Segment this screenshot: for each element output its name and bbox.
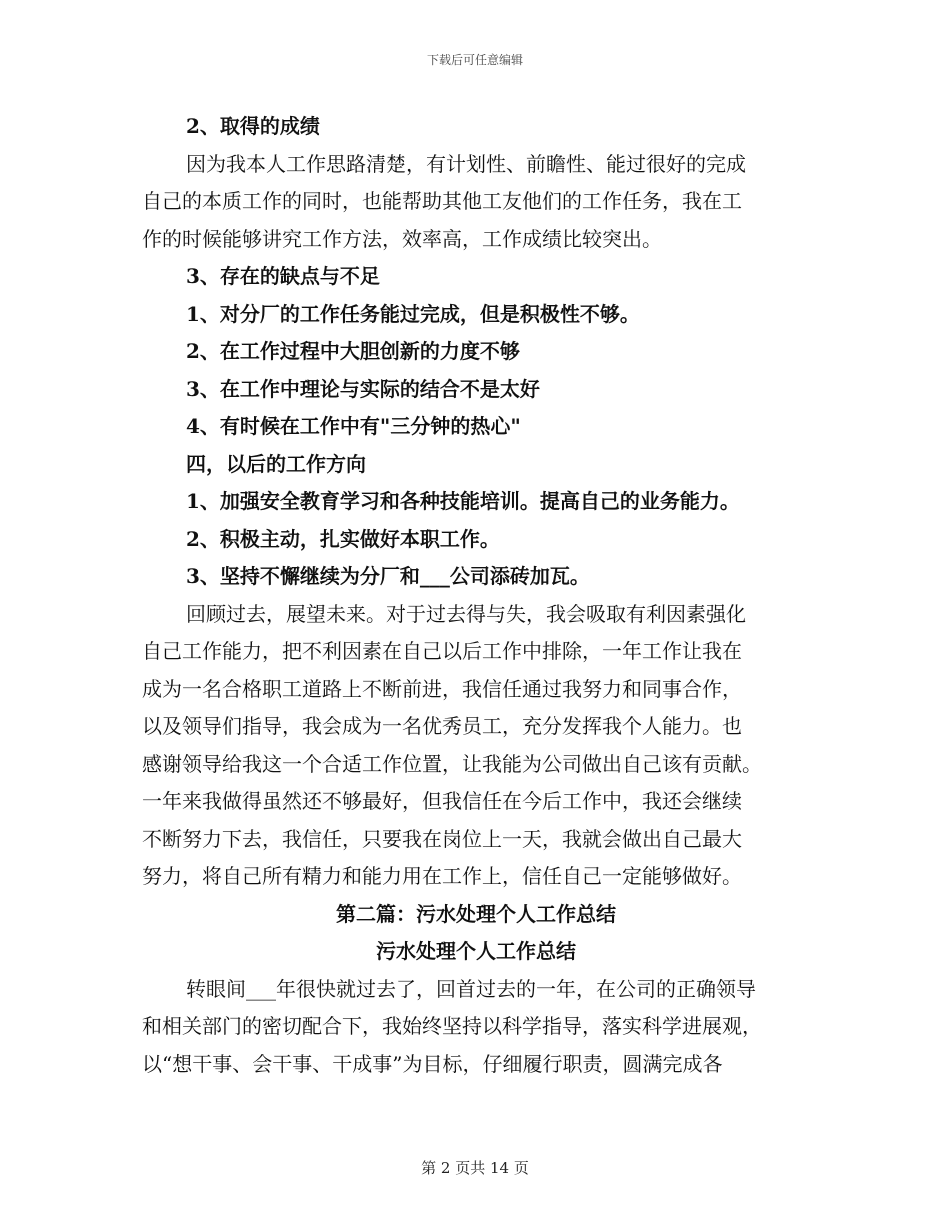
document-body xyxy=(142,108,810,1083)
chapter-title: 第二篇：污水处理个人工作总结 xyxy=(336,901,616,926)
list-item: 2、积极主动，扎实做好本职工作。 xyxy=(186,526,500,551)
page-header: 下载后可任意编辑 xyxy=(426,53,523,67)
document-title: 污水处理个人工作总结 xyxy=(376,939,576,963)
paragraph-line: 转眼间___年很快就过去了，回首过去的一年，在公司的正确领导 xyxy=(186,976,756,1001)
paragraph-line: 以“想干事、会干事、干成事”为目标，仔细履行职责，圆满完成各 xyxy=(142,1051,723,1076)
paragraph-line: 回顾过去，展望未来。对于过去得与失，我会吸取有利因素强化 xyxy=(186,601,746,626)
section-heading-achievements: 2、取得的成绩 xyxy=(186,114,320,138)
list-item: 2、在工作过程中大胆创新的力度不够 xyxy=(186,339,520,363)
list-item: 1、对分厂的工作任务能过完成，但是积极性不够。 xyxy=(186,301,640,326)
paragraph-line: 作的时候能够讲究工作方法，效率高，工作成绩比较突出。 xyxy=(142,226,662,251)
paragraph-line: 自己工作能力，把不利因素在自己以后工作中排除，一年工作让我在 xyxy=(142,639,742,663)
paragraph-line: 自己的本质工作的同时，也能帮助其他工友他们的工作任务，我在工 xyxy=(142,189,742,213)
section-heading-future-direction: 四，以后的工作方向 xyxy=(186,451,366,476)
list-item: 4、有时候在工作中有"三分钟的热心" xyxy=(186,414,521,438)
list-item: 1、加强安全教育学习和各种技能培训。提高自己的业务能力。 xyxy=(186,489,740,513)
list-item: 3、在工作中理论与实际的结合不是太好 xyxy=(186,376,540,401)
paragraph-line: 一年来我做得虽然还不够最好，但我信任在今后工作中，我还会继续 xyxy=(142,789,742,813)
list-item: 3、坚持不懈继续为分厂和___公司添砖加瓦。 xyxy=(186,564,590,588)
paragraph-line: 努力，将自己所有精力和能力用在工作上，信任自己一定能够做好。 xyxy=(142,864,742,888)
paragraph-line: 不断努力下去，我信任，只要我在岗位上一天，我就会做出自己最大 xyxy=(142,826,742,851)
paragraph-line: 因为我本人工作思路清楚，有计划性、前瞻性、能过很好的完成 xyxy=(186,151,746,176)
paragraph-line: 感谢领导给我这一个合适工作位置，让我能为公司做出自己该有贡献。 xyxy=(142,751,762,776)
page-footer: 第 2 页共 14 页 xyxy=(421,1159,529,1177)
paragraph-line: 成为一名合格职工道路上不断前进，我信任通过我努力和同事合作， xyxy=(142,676,742,701)
section-heading-shortcomings: 3、存在的缺点与不足 xyxy=(186,264,380,288)
paragraph-line: 以及领导们指导，我会成为一名优秀员工，充分发挥我个人能力。也 xyxy=(142,714,742,738)
paragraph-line: 和相关部门的密切配合下，我始终坚持以科学指导，落实科学进展观， xyxy=(142,1014,762,1038)
